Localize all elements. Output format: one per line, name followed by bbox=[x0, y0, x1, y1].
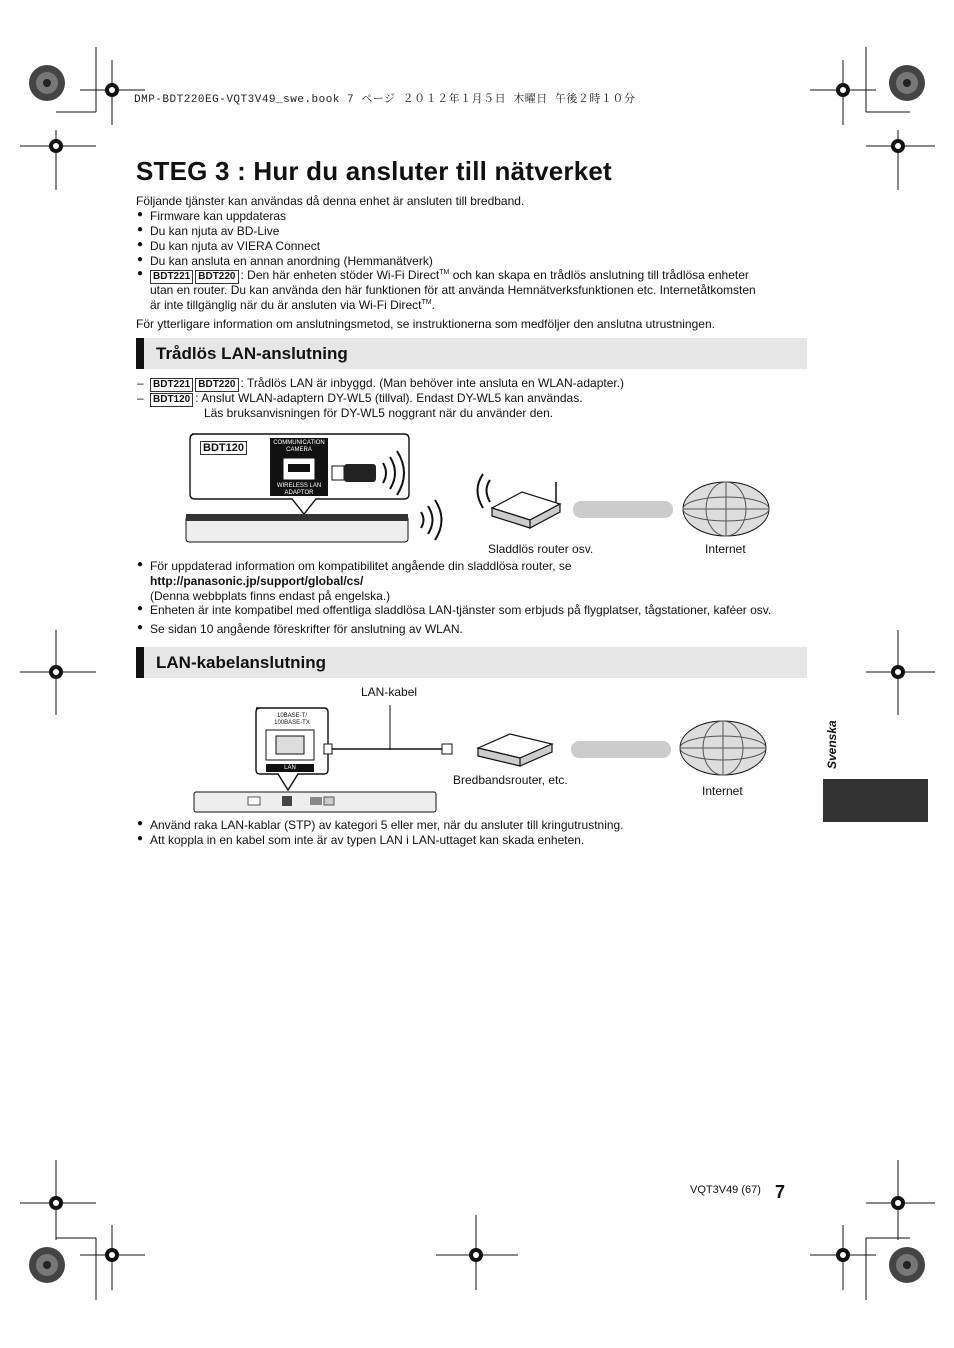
page-number: 7 bbox=[775, 1182, 786, 1202]
model-tag: BDT221 bbox=[150, 378, 193, 392]
list-item: ● Att koppla in en kabel som inte är av typen LAN i LAN-uttaget kan skada enheten. bbox=[137, 833, 585, 847]
model-tag: BDT120 bbox=[200, 441, 247, 455]
wlan-builtin-note: BDT221 BDT220 : Trådlös LAN är inbyggd. (Man behöver inte ansluta en WLAN-adapter.) bbox=[150, 376, 624, 392]
language-tab-label: Svenska bbox=[825, 720, 839, 769]
model-tag: BDT220 bbox=[195, 378, 238, 392]
list-item: ● Du kan ansluta en annan anordning (Hemmanätverk) bbox=[137, 254, 433, 268]
port-label-top: 10BASE-T/ 100BASE-TX bbox=[274, 713, 310, 726]
section-header-wireless bbox=[136, 338, 807, 369]
file-header: DMP-BDT220EG-VQT3V49_swe.book 7 ページ ２０１２年１月５日 木曜日 午後２時１０分 bbox=[134, 94, 636, 106]
document-code: VQT3V49 (67) bbox=[690, 1184, 761, 1196]
section-title: LAN-kabelanslutning bbox=[156, 653, 327, 672]
list-item: ● Använd raka LAN-kablar (STP) av kategori 5 eller mer, när du ansluter till kringutrustning. bbox=[137, 818, 624, 832]
list-item: ● Du kan njuta av BD-Live bbox=[137, 224, 280, 238]
router-compat-note: ● För uppdaterad information om kompatibilitet angående din sladdlösa router, se http://panasonic.jp/support/global/cs/ (Denna webbplats finns endast på engelska.) bbox=[137, 559, 572, 603]
section-title: Trådlös LAN-anslutning bbox=[156, 344, 348, 363]
port-label-top: COMMUNICATION CAMERA bbox=[273, 440, 325, 453]
wlan-adapter-note-2: Läs bruksanvisningen för DY-WL5 noggrant när du använder den. bbox=[204, 406, 554, 420]
more-info-text: För ytterligare information om anslutningsmetod, se instruktionerna som medföljer den anslutna utrustningen. bbox=[136, 317, 715, 331]
router-label: Bredbandsrouter, etc. bbox=[453, 773, 568, 787]
wifi-direct-note: ● BDT221 BDT220 : Den här enheten stöder Wi-Fi Direct™ och kan skapa en trådlös anslutning till trådlösa enheter utan en router. Du kan använda den här funktionen för att använda Hemnätverksfunktionen etc. Internetåtkomsten är inte tillgänglig när du är ansluten via Wi-Fi Direct™. bbox=[137, 268, 756, 312]
list-item: ● Du kan njuta av VIERA Connect bbox=[137, 239, 321, 253]
page-title: STEG 3 : Hur du ansluter till nätverket bbox=[136, 156, 612, 186]
port-label-bottom: LAN bbox=[284, 765, 296, 771]
dash-mark: – bbox=[137, 376, 144, 390]
model-tag: BDT120 bbox=[150, 393, 193, 407]
cable-label: LAN-kabel bbox=[361, 685, 418, 699]
internet-label: Internet bbox=[705, 542, 746, 556]
list-item: ● Enheten är inte kompatibel med offentliga sladdlösa LAN-tjänster som erbjuds på flygplatser, tågstationer, kaféer osv. bbox=[137, 603, 772, 617]
feature-list bbox=[0, 209, 954, 269]
support-link[interactable]: http://panasonic.jp/support/global/cs/ bbox=[150, 574, 364, 588]
list-item: ● Se sidan 10 angående föreskrifter för anslutning av WLAN. bbox=[137, 622, 463, 636]
router-label: Sladdlös router osv. bbox=[488, 542, 594, 556]
internet-label: Internet bbox=[702, 784, 743, 798]
list-item: ● Firmware kan uppdateras bbox=[137, 209, 287, 223]
port-label-bottom: WIRELESS LAN ADAPTOR bbox=[276, 483, 322, 496]
intro-text: Följande tjänster kan användas då denna enhet är ansluten till bredband. bbox=[136, 194, 525, 208]
model-tag: BDT221 bbox=[150, 270, 193, 284]
dash-mark: – bbox=[137, 391, 144, 405]
model-tag: BDT220 bbox=[195, 270, 238, 284]
section-header-cable bbox=[136, 647, 807, 678]
language-tab bbox=[823, 779, 928, 822]
wlan-adapter-note: BDT120 : Anslut WLAN-adaptern DY-WL5 (tillval). Endast DY-WL5 kan användas. bbox=[150, 391, 583, 407]
